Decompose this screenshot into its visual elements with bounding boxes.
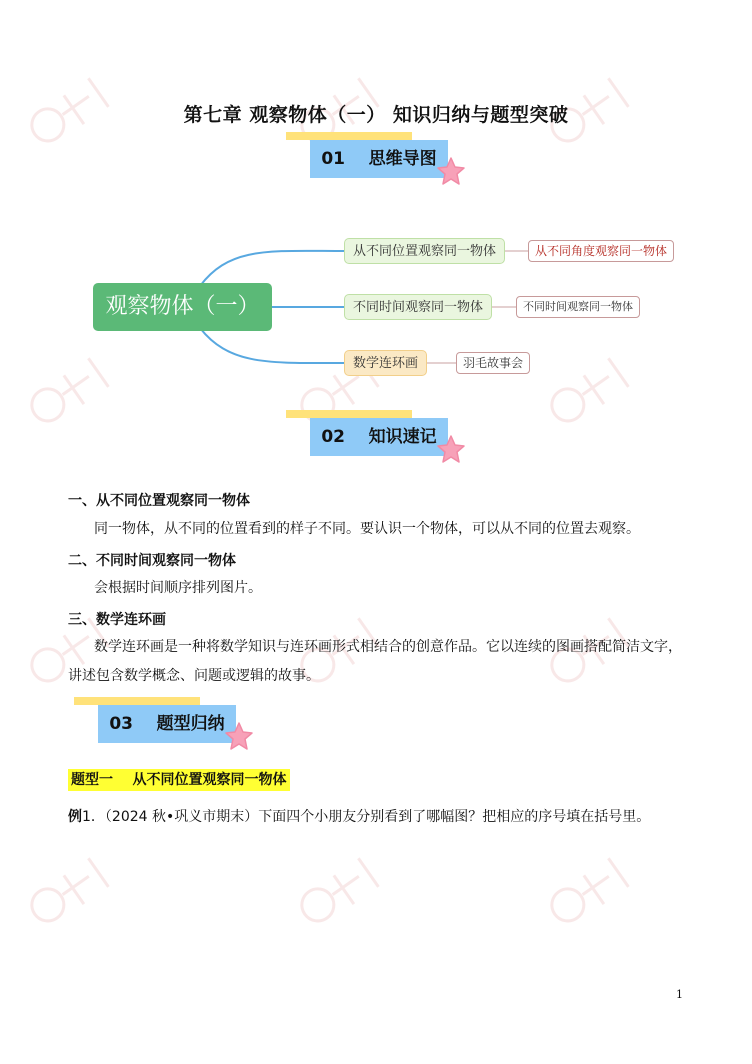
page-title: 第七章 观察物体（一） 知识归纳与题型突破 [183, 104, 569, 126]
banner-accent [74, 697, 200, 705]
mind-map-root: 观察物体（一） [93, 283, 272, 331]
star-icon [224, 721, 254, 751]
banner-accent [286, 410, 412, 418]
page-number: 1 [676, 988, 683, 1001]
example-prefix: 例 [68, 809, 82, 825]
mind-map-leaf: 不同时间观察同一物体 [516, 296, 640, 318]
mind-map-branch: 从不同位置观察同一物体 [344, 238, 505, 264]
banner-accent [286, 132, 412, 140]
section-banner-mindmap [286, 132, 466, 178]
mind-map [0, 226, 752, 386]
mind-map-branch: 不同时间观察同一物体 [344, 294, 492, 320]
mind-map-leaf: 从不同角度观察同一物体 [528, 240, 674, 262]
star-icon [436, 434, 466, 464]
knowledge-text: 同一物体，从不同的位置看到的样子不同。要认识一个物体，可以从不同的位置去观察。 [94, 521, 640, 537]
question-type-heading: 题型一 从不同位置观察同一物体 [68, 769, 290, 791]
mind-map-branch: 数学连环画 [344, 350, 427, 376]
knowledge-heading: 三、数学连环画 [68, 612, 166, 628]
section-banner-knowledge [286, 410, 466, 456]
example-text: 1．（2024 秋•巩义市期末）下面四个小朋友分别看到了哪幅图？把相应的序号填在括号里。 [82, 809, 651, 825]
section-label: 03 题型归纳 [109, 714, 225, 734]
example-question [68, 806, 650, 826]
star-icon [436, 156, 466, 186]
knowledge-heading: 二、不同时间观察同一物体 [68, 553, 236, 569]
section-banner-question-types [74, 697, 254, 743]
mind-map-leaf: 羽毛故事会 [456, 352, 530, 374]
knowledge-text: 数学连环画是一种将数学知识与连环画形式相结合的创意作品。它以连续的图画搭配简洁文字，讲述包含数学概念、问题或逻辑的故事。 [68, 639, 682, 684]
knowledge-heading: 一、从不同位置观察同一物体 [68, 493, 250, 509]
section-label: 02 知识速记 [321, 427, 437, 447]
knowledge-text: 会根据时间顺序排列图片。 [94, 580, 262, 596]
section-label: 01 思维导图 [321, 149, 437, 169]
